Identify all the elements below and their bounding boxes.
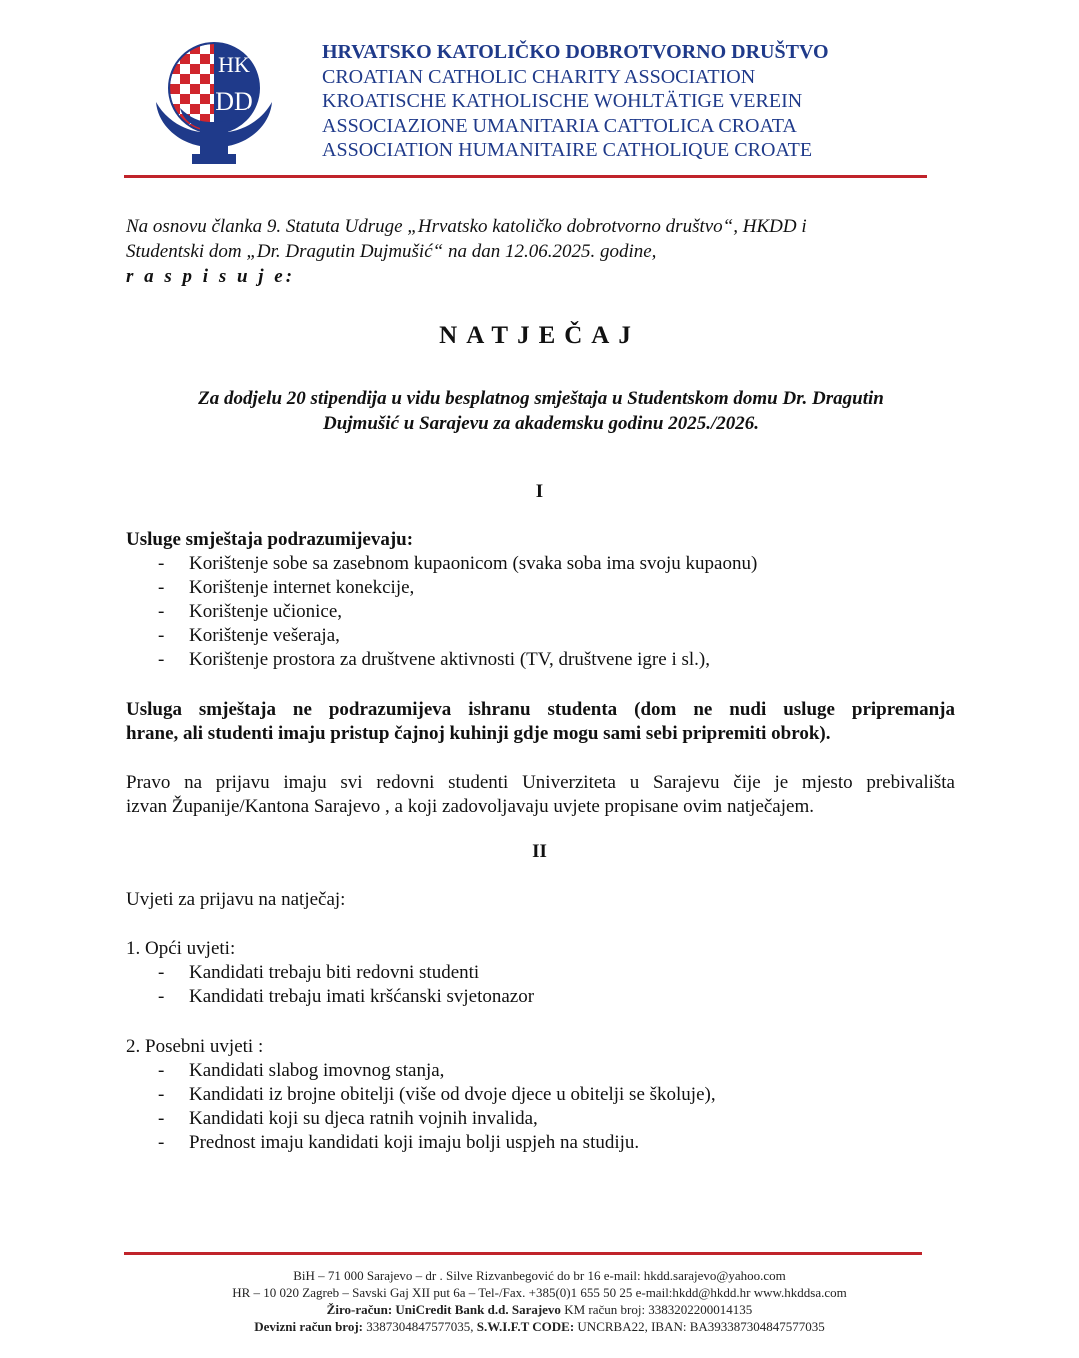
list-item: - Kandidati trebaju imati kršćanski svjetonazor (158, 986, 535, 1007)
org-name-english: CROATIAN CATHOLIC CHARITY ASSOCIATION (322, 65, 756, 88)
list-item: - Korištenje učionice, (158, 601, 343, 622)
eligibility-line: izvan Županije/Kantona Sarajevo , a koji zadovoljavaju uvjete propisane ovim natječajem. (126, 796, 814, 817)
logo-letters-dd: DD (215, 87, 253, 116)
list-item: - Korištenje sobe sa zasebnom kupaonicom (svaka soba ima svoju kupaonu) (158, 553, 758, 574)
footer (0, 1267, 1079, 1335)
org-name-italian: ASSOCIAZIONE UMANITARIA CATTOLICA CROATA (322, 114, 797, 137)
document-title: NATJEČAJ (439, 322, 640, 349)
list-item: - Prednost imaju kandidati koji imaju bolji uspjeh na studiju. (158, 1132, 640, 1153)
list-item: - Korištenje vešeraja, (158, 625, 340, 646)
list-item: - Kandidati koji su djeca ratnih vojnih invalida, (158, 1108, 538, 1129)
conditions-intro: Uvjeti za prijavu na natječaj: (126, 889, 346, 910)
header-divider (124, 175, 927, 178)
general-conditions (126, 937, 955, 1009)
hkdd-logo-icon (148, 30, 288, 170)
footer-foreign-account: Devizni račun broj: 3387304847577035, S.W.I.F.T CODE: UNCRBA22, IBAN: BA393387304847577035 (254, 1319, 825, 1334)
subtitle-line: Za dodjelu 20 stipendija u vidu besplatnog smještaja u Studentskom domu Dr. Dragutin (198, 388, 884, 409)
section-numeral-ii: II (532, 841, 547, 862)
eligibility-paragraph (126, 771, 955, 819)
special-conditions-heading: 2. Posebni uvjeti : (126, 1036, 264, 1057)
list-item: - Korištenje prostora za društvene aktivnosti (TV, društvene igre i sl.), (158, 649, 710, 670)
special-conditions (126, 1035, 955, 1155)
logo-letters-hk: HK (218, 52, 250, 77)
intro-paragraph (126, 214, 956, 289)
org-name-croatian: HRVATSKO KATOLIČKO DOBROTVORNO DRUŠTVO (322, 41, 829, 63)
footer-address-bih: BiH – 71 000 Sarajevo – dr . Silve Rizvanbegović do br 16 e-mail: hkdd.sarajevo@yahoo.com (293, 1268, 786, 1283)
document-subtitle (126, 386, 956, 436)
org-name-french: ASSOCIATION HUMANITAIRE CATHOLIQUE CROATE (322, 139, 813, 161)
subtitle-line: Dujmušić u Sarajevu za akademsku godinu 2025./2026. (322, 413, 760, 434)
general-conditions-heading: 1. Opći uvjeti: (126, 938, 236, 959)
eligibility-line: Pravo na prijavu imaju svi redovni studenti Univerziteta u Sarajevu čije je mjesto prebivališta (126, 772, 955, 793)
hkdd-logo (148, 30, 288, 170)
services-heading: Usluge smještaja podrazumijevaju: (126, 529, 414, 550)
services-list (126, 552, 955, 672)
list-item: - Kandidati slabog imovnog stanja, (158, 1060, 445, 1081)
no-meals-note (126, 698, 955, 746)
footer-address-hr: HR – 10 020 Zagreb – Savski Gaj XII put 6a – Tel-/Fax. +385(0)1 655 50 25 e-mail:hkdd@hkdd.hr www.hkddsa.com (232, 1285, 847, 1300)
section-numeral-i: I (535, 481, 544, 502)
intro-line: Na osnovu članka 9. Statuta Udruge „Hrvatsko katoličko dobrotvorno društvo“, HKDD i (126, 216, 807, 237)
footer-bank-account: Žiro-račun: UniCredit Bank d.d. Sarajevo KM račun broj: 3383202200014135 (326, 1302, 753, 1317)
note-line: hrane, ali studenti imaju pristup čajnoj kuhinji gdje mogu sami sebi pripremiti obrok). (126, 723, 831, 744)
footer-divider (124, 1252, 922, 1255)
list-item: - Kandidati trebaju biti redovni studenti (158, 962, 480, 983)
org-name-german: KROATISCHE KATHOLISCHE WOHLTÄTIGE VEREIN (322, 90, 803, 112)
services-section (126, 528, 955, 672)
organization-names (322, 40, 829, 163)
intro-line: Studentski dom „Dr. Dragutin Dujmušić“ na dan 12.06.2025. godine, (126, 241, 657, 262)
intro-announces: r a s p i s u j e: (126, 266, 296, 287)
list-item: - Korištenje internet konekcije, (158, 577, 415, 598)
special-conditions-list (126, 1059, 955, 1155)
general-conditions-list (126, 961, 955, 1009)
note-line: Usluga smještaja ne podrazumijeva ishranu studenta (dom ne nudi usluge pripremanja (126, 699, 955, 720)
list-item: - Kandidati iz brojne obitelji (više od dvoje djece u obitelji se školuje), (158, 1084, 716, 1105)
